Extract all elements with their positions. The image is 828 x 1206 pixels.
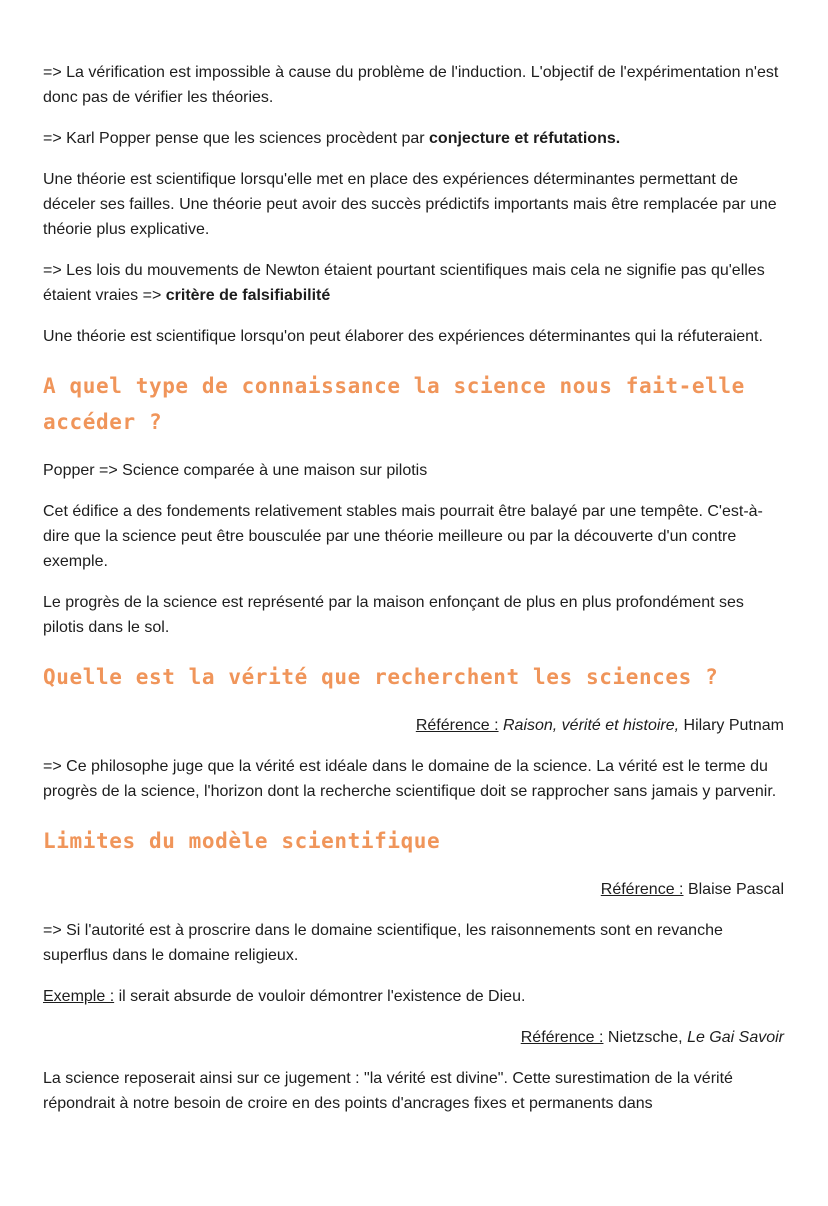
example-label: Exemple : <box>43 988 115 1005</box>
reference-label: Référence : <box>520 1029 604 1046</box>
paragraph-refutation: Une théorie est scientifique lorsqu'on peut élaborer des expériences déterminantes qui la réfuteraient. <box>43 328 763 345</box>
paragraph-newton <box>43 258 784 308</box>
heading-knowledge: A quel type de connaissance la science nous fait-elle accéder ? <box>43 374 745 434</box>
reference-title: Raison, vérité et histoire, <box>502 717 680 734</box>
reference-label: Référence : <box>415 717 499 734</box>
bold-term: conjecture et réfutations. <box>429 130 621 147</box>
reference-title: Le Gai Savoir <box>687 1029 784 1046</box>
paragraph-pilotis: Popper => Science comparée à une maison sur pilotis <box>43 462 428 479</box>
text: => Karl Popper pense que les sciences procèdent par <box>43 130 430 147</box>
example-text: il serait absurde de vouloir démontrer l'existence de Dieu. <box>114 988 526 1005</box>
paragraph-progress: Le progrès de la science est représenté par la maison enfonçant de plus en plus profondément ses pilotis dans le sol. <box>43 594 744 636</box>
reference-author: Nietzsche, <box>607 1029 683 1046</box>
text: => Les lois du mouvements de Newton étaient pourtant scientifiques mais cela ne signifie pas qu'elles étaient vraies => <box>43 262 765 304</box>
reference-putnam <box>43 713 784 738</box>
reference-author: Blaise Pascal <box>687 881 784 898</box>
paragraph-popper-conjecture <box>43 126 784 151</box>
reference-label: Référence : <box>600 881 684 898</box>
heading-limits: Limites du modèle scientifique <box>43 829 441 853</box>
paragraph-authority: => Si l'autorité est à proscrire dans le domaine scientifique, les raisonnements sont en revanche superflus dans le domaine religieux. <box>43 922 723 964</box>
reference-author: Hilary Putnam <box>683 717 784 734</box>
reference-pascal <box>43 877 784 902</box>
paragraph-example <box>43 984 784 1009</box>
reference-nietzsche <box>43 1025 784 1050</box>
paragraph-divine-truth: La science reposerait ainsi sur ce jugement : "la vérité est divine". Cette surestimation de la vérité répondrait à notre besoin de croire en des points d'ancrages fixes et permanents dans <box>43 1070 733 1112</box>
paragraph-edifice: Cet édifice a des fondements relativement stables mais pourrait être balayé par une tempête. C'est-à-dire que la science peut être bousculée par une théorie meilleure ou par la découverte d'un contre exemple. <box>43 503 763 570</box>
paragraph-scientific-theory: Une théorie est scientifique lorsqu'elle met en place des expériences déterminantes permettant de déceler ses failles. Une théorie peut avoir des succès prédictifs importants mais être remplacée par une théorie plus explicative. <box>43 171 777 238</box>
paragraph-ideal-truth: => Ce philosophe juge que la vérité est idéale dans le domaine de la science. La vérité est le terme du progrès de la science, l'horizon dont la recherche scientifique doit se rapprocher sans jamais y parvenir. <box>43 758 777 800</box>
paragraph-induction: => La vérification est impossible à cause du problème de l'induction. L'objectif de l'expérimentation n'est donc pas de vérifier les théories. <box>43 64 779 106</box>
heading-truth: Quelle est la vérité que recherchent les sciences ? <box>43 665 719 689</box>
bold-term: critère de falsifiabilité <box>165 287 331 304</box>
